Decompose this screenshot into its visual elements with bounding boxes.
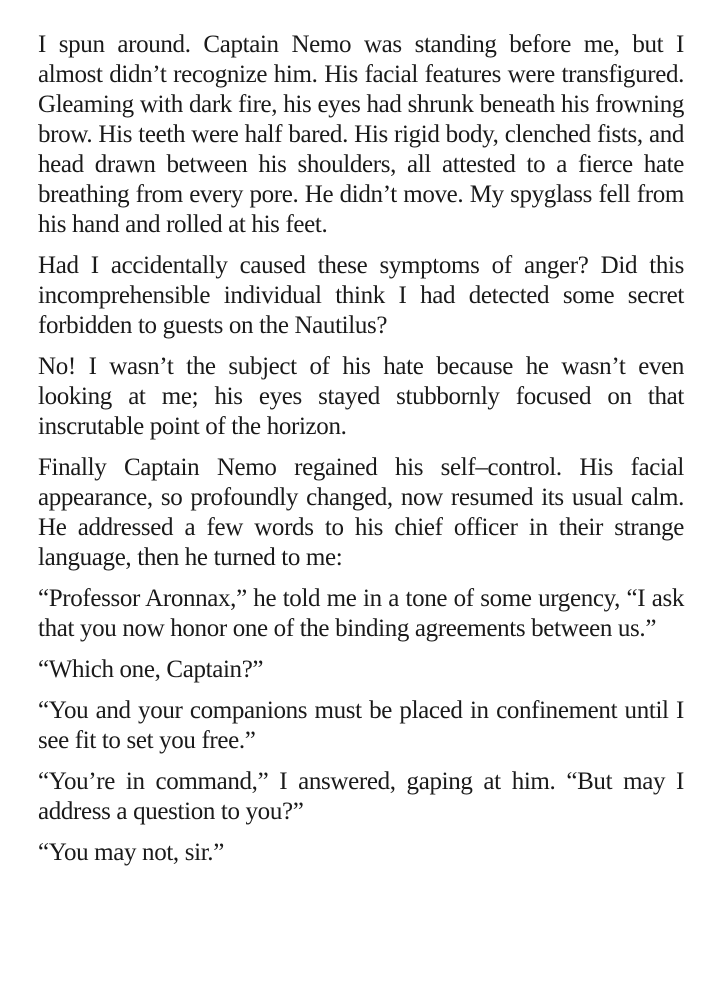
paragraph-2: Had I accidentally caused these symptoms of anger? Did this incomprehensible individual think I had detected some secret forbidden to guests on the Nautilus? [38, 252, 684, 339]
paragraph-6: “Which one, Captain?” [38, 656, 264, 683]
page-text-block [38, 30, 684, 879]
paragraph-3: No! I wasn’t the subject of his hate because he wasn’t even looking at me; his eyes stayed stubbornly focused on that inscrutable point of the horizon. [38, 353, 684, 440]
paragraph-8: “You’re in command,” I answered, gaping at him. “But may I address a question to you?” [38, 768, 684, 825]
paragraph-4: Finally Captain Nemo regained his self–control. His facial appearance, so profoundly changed, now resumed its usual calm. He addressed a few words to his chief officer in their strange language, then he turned to me: [38, 454, 684, 571]
paragraph-7: “You and your companions must be placed in confinement until I see fit to set you free.” [38, 697, 684, 754]
paragraph-9: “You may not, sir.” [38, 839, 224, 866]
paragraph-5: “Professor Aronnax,” he told me in a tone of some urgency, “I ask that you now honor one of the binding agreements between us.” [38, 585, 684, 642]
paragraph-1: I spun around. Captain Nemo was standing before me, but I almost didn’t recognize him. His facial features were transfigured. Gleaming with dark fire, his eyes had shrunk beneath his frowning brow. His teeth were half bared. His rigid body, clenched fists, and head drawn between his shoulders, all attested to a fierce hate breathing from every pore. He didn’t move. My spyglass fell from his hand and rolled at his feet. [38, 31, 684, 238]
